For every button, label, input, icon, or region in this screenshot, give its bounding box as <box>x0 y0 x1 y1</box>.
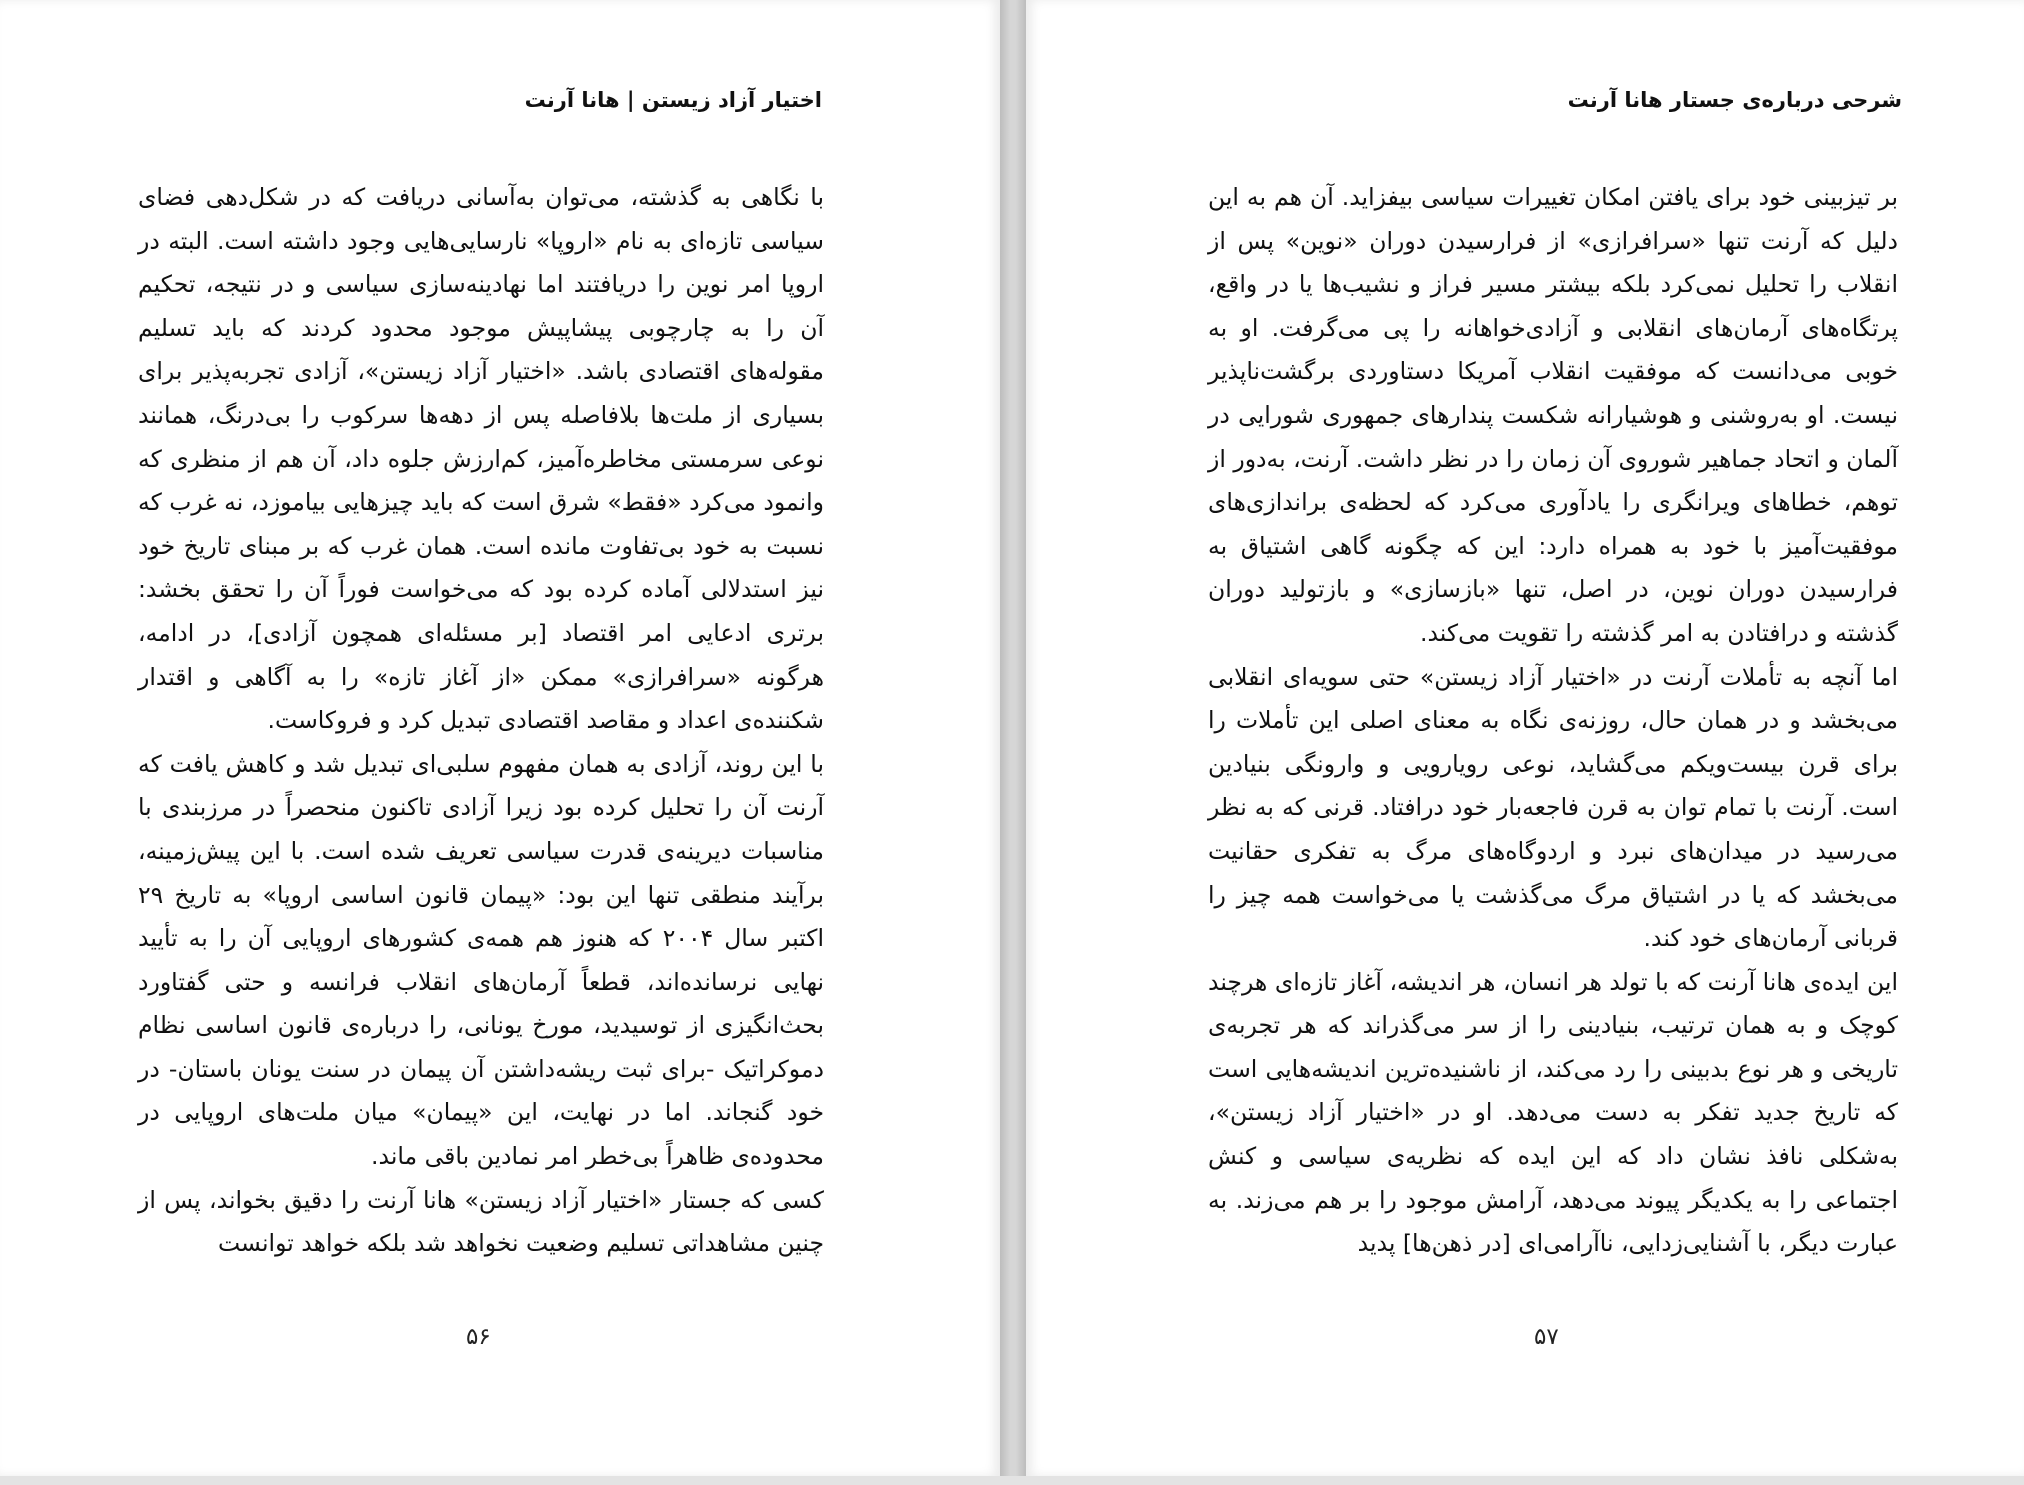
page-bottom-edge <box>0 1476 2024 1485</box>
right-page <box>1026 0 2024 1476</box>
running-head: شرحی درباره‌ی جستار هانا آرنت <box>1567 88 1902 112</box>
page-number: ۵۶ <box>466 1324 491 1350</box>
page-number: ۵۷ <box>1534 1324 1559 1350</box>
paragraph: این ایده‌ی هانا آرنت که با تولد هر انسان، هر اندیشه، آغاز تازه‌ای هرچند کوچک و به همان ترتیب، بنیادینی را از سر می‌گذراند که هر تجربه‌ی تاریخی و هر نوع بدبینی را رد می‌کند، از ناشنیده‌ترین اندیشه‌هایی است که تاریخ جدید تفکر به دست می‌دهد. او در «اختیار آزاد زیستن»، به‌شکلی نافذ نشان داد که این ایده که نظریه‌ی سیاسی و کنش اجتماعی را به یکدیگر پیوند می‌دهد، آرامش موجود را بر هم می‌زند. به عبارت دیگر، با آشنایی‌زدایی، ناآرامی‌ای [در ذهن‌ها] پدید <box>1208 967 1898 1258</box>
paragraph: با این روند، آزادی به همان مفهوم سلبی‌ای تبدیل شد و کاهش یافت که آرنت آن را تحلیل کرده بود زیرا آزادی تاکنون منحصراً در مرزبندی با مناسبات دیرینه‌ی قدرت سیاسی تعریف شده است. با این پیش‌زمینه، برآیند منطقی تنها این بود: «پیمان قانون اساسی اروپا» به تاریخ ۲۹ اکتبر سال ۲۰۰۴ که هنوز هم همه‌ی کشورهای اروپایی آن را به تأیید نهایی نرسانده‌اند، قطعاً آرمان‌های انقلاب فرانسه و حتی گفتاورد بحث‌انگیزی از توسیدید، مورخ یونانی، را درباره‌ی قانون اساسی نظام دموکراتیک -برای ثبت ریشه‌داشتن آن پیمان در سنت یونان باستان- در خود گنجاند. اما در نهایت، این «پیمان» میان ملت‌های اروپایی در محدوده‌ی ظاهراً بی‌خطر امر نمادین باقی ماند. <box>138 749 824 1171</box>
left-page <box>0 0 1000 1476</box>
book-gutter <box>1000 0 1026 1485</box>
paragraph: اما آنچه به تأملات آرنت در «اختیار آزاد زیستن» حتی سویه‌ای انقلابی می‌بخشد و در همان حال، روزنه‌ی نگاه به معنای اصلی این تأملات را برای قرن بیست‌ویکم می‌گشاید، نوعی رویارویی و وارونگی بنیادین است. آرنت با تمام توان به قرن فاجعه‌بار خود درافتاد. قرنی که به نظر می‌رسید در میدان‌های نبرد و اردوگاه‌های مرگ به تفکری حقانیت می‌بخشد که یا در اشتیاق مرگ می‌گذشت یا می‌خواست همه چیز را قربانی آرمان‌های خود کند. <box>1208 662 1898 953</box>
running-head: اختیار آزاد زیستن | هانا آرنت <box>524 88 822 112</box>
body-text <box>1208 176 1898 1266</box>
paragraph: با نگاهی به گذشته، می‌توان به‌آسانی دریافت که در شکل‌دهی فضای سیاسی تازه‌ای به نام «اروپا» نارسایی‌هایی وجود داشته است. البته در اروپا امر نوین را دریافتند اما نهادینه‌سازی سیاسی و در نتیجه، تحکیم آن را به چارچوبی پیشاپیش موجود محدود کردند که باید تسلیم مقوله‌های اقتصادی باشد. «اختیار آزاد زیستن»، آزادی تجربه‌پذیر برای بسیاری از ملت‌ها بلافاصله پس از دهه‌ها سرکوب را بی‌درنگ، همانند نوعی سرمستی مخاطره‌آمیز، کم‌ارزش جلوه داد، آن هم از منظری که وانمود می‌کرد «فقط» شرق است که باید چیزهایی بیاموزد، نه غرب که نسبت به خود بی‌تفاوت مانده است. همان غرب که بر مبنای تاریخ خود نیز استدلالی آماده کرده بود که می‌خواست فوراً آن را تحقق بخشد: برتری ادعایی امر اقتصاد [بر مسئله‌ای همچون آزادی]، در ادامه، هرگونه «سرافرازی» ممکن «از آغاز تازه» را به آگاهی و اقتدار شکننده‌ی اعداد و مقاصد اقتصادی تبدیل کرد و فروکاست. <box>138 183 824 735</box>
paragraph: کسی که جستار «اختیار آزاد زیستن» هانا آرنت را دقیق بخواند، پس از چنین مشاهداتی تسلیم وضعیت نخواهد شد بلکه خواهد توانست <box>138 1185 824 1258</box>
body-text <box>138 176 824 1266</box>
paragraph: بر تیزبینی خود برای یافتن امکان تغییرات سیاسی بیفزاید. آن هم به این دلیل که آرنت تنها «سرافرازی» از فرارسیدن دوران «نوین» پس از انقلاب را تحلیل نمی‌کرد بلکه بیشتر مسیر فراز و نشیب‌ها یا در واقع، پرتگاه‌های آرمان‌های انقلابی و آزادی‌خواهانه را پی می‌گرفت. او به خوبی می‌دانست که موفقیت انقلاب آمریکا دستاوردی برگشت‌ناپذیر نیست. او به‌روشنی و هوشیارانه شکست پندارهای جمهوری شورایی در آلمان و اتحاد جماهیر شوروی آن زمان را در نظر داشت. آرنت، به‌دور از توهم، خطاهای ویرانگری را یادآوری می‌کرد که لحظه‌ی براندازی‌های موفقیت‌آمیز با خود به همراه دارد: این که چگونه گاهی اشتیاق به فرارسیدن دوران نوین، در اصل، تنها «بازسازی» و بازتولید دوران گذشته و درافتادن به امر گذشته را تقویت می‌کند. <box>1208 183 1898 647</box>
